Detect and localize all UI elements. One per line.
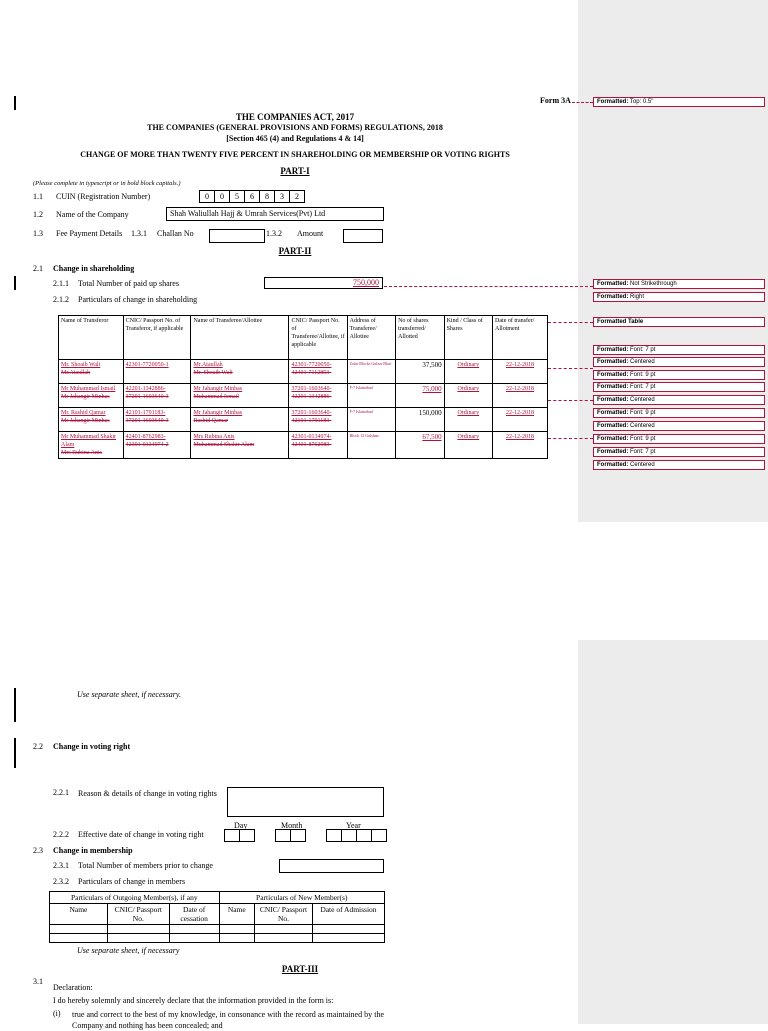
table-header: No of shares transferred/ Allotted (396, 316, 444, 360)
transfer-date: 22-12-2018 (506, 386, 535, 392)
cuin-digit[interactable]: 6 (245, 191, 260, 203)
share-kind: Ordinary (457, 410, 480, 416)
form-title: CHANGE OF MORE THAN TWENTY FIVE PERCENT IN SHAREHOLDING OR MEMBERSHIP OR VOTING RIGHTS (80, 150, 510, 159)
paid-up-value: 750,000 (353, 278, 379, 287)
transferee-address: Block 13 Gulshan (349, 433, 379, 438)
paid-up-label: Total Number of paid up shares (78, 279, 179, 288)
transferor-name: Mr. Rashid Qamar (61, 410, 106, 416)
change-bar (14, 96, 16, 110)
comment-label: Formatted: (597, 436, 629, 442)
outgoing-header: Particulars of Outgoing Member(s), if any (50, 892, 220, 904)
cuin-digit[interactable]: 8 (260, 191, 275, 203)
item-number: 3.1 (33, 977, 43, 986)
member-cell[interactable] (50, 925, 108, 934)
item-number: 2.2 (33, 742, 43, 751)
transferor-name: Mr Muhammad Shakir Alam (61, 434, 116, 448)
table-row (50, 925, 385, 934)
share-kind: Ordinary (457, 362, 480, 368)
cuin-digit[interactable]: 0 (215, 191, 230, 203)
instructions-note: (Please complete in typescript or in bold block capitals.) (33, 180, 181, 187)
comment-value: Font: 7 pt (630, 347, 656, 353)
total-members-field[interactable] (279, 859, 384, 873)
reason-label: Reason & details of change in voting rights (78, 789, 217, 798)
format-comment[interactable] (593, 395, 765, 405)
comment-value: Font: 9 pt (630, 410, 656, 416)
part-one-heading: PART-I (280, 166, 310, 176)
format-comment[interactable] (593, 97, 765, 107)
declaration-label: Declaration: (53, 983, 93, 992)
comment-margin-pane-lower (578, 640, 768, 1024)
shares-count: 67,500 (422, 433, 442, 441)
transferor-cnic: 42101-1791183- (125, 410, 166, 416)
table-header: Name of Transferee/Allottee (191, 316, 289, 360)
transferor-cnic: 42201-1342886- (125, 386, 166, 392)
item-number: 2.1.2 (53, 295, 69, 304)
shareholding-table (58, 315, 548, 459)
reason-field[interactable] (227, 787, 384, 817)
format-comment[interactable] (593, 382, 765, 392)
month-label: Month (281, 821, 303, 830)
comment-label: Formatted: (597, 397, 629, 403)
table-row (59, 360, 548, 384)
deleted-text: 37201-1603640-3 (125, 418, 169, 424)
member-cell[interactable] (50, 934, 108, 943)
comment-connector (548, 368, 593, 369)
change-bar (14, 688, 16, 722)
member-cell[interactable] (255, 934, 313, 943)
part-two-heading: PART-II (278, 246, 312, 256)
transfer-date: 22-12-2018 (506, 434, 535, 440)
comment-label: Formatted: (597, 359, 629, 365)
comment-label: Formatted: (597, 294, 629, 300)
section-ref: [Section 465 (4) and Regulations 4 & 14] (226, 134, 364, 143)
format-comment[interactable] (593, 460, 765, 470)
table-header: Name of Transferor (59, 316, 124, 360)
day-boxes (224, 829, 255, 842)
deleted-text: 42401-8762983- (291, 442, 332, 448)
comment-value: Top: 0.5" (629, 99, 654, 105)
comment-value: Centered (630, 462, 655, 468)
item-number: 2.1 (33, 264, 43, 273)
amount-label: Amount (297, 229, 324, 238)
format-comment[interactable] (593, 447, 765, 457)
table-header: CNIC/ Passport No. of Transferor, if applicable (123, 316, 191, 360)
table-row (50, 934, 385, 943)
total-members-label: Total Number of members prior to change (78, 861, 213, 870)
format-comment[interactable] (593, 317, 765, 327)
table-header: Address of Transferee/ Allottee (347, 316, 395, 360)
change-bar (14, 738, 16, 768)
column-header: CNIC/ Passport No. (255, 904, 313, 925)
format-comment[interactable] (593, 434, 765, 444)
date-digit-box[interactable] (225, 830, 240, 842)
cuin-label: CUIN (Registration Number) (56, 192, 151, 201)
regulations-title: THE COMPANIES (GENERAL PROVISIONS AND FORMS) REGULATIONS, 2018 (147, 123, 443, 132)
column-header: Date of cessation (169, 904, 219, 925)
format-comment[interactable] (593, 292, 765, 302)
item-number: (i) (53, 1009, 61, 1018)
deleted-text: 42101-1791183- (291, 418, 332, 424)
comment-label: Formatted: (597, 99, 629, 105)
effective-date-label: Effective date of change in voting right (78, 830, 204, 839)
cuin-digit[interactable]: 3 (275, 191, 290, 203)
form-label: Form 3A (540, 96, 571, 105)
transferee-address: F-7 Islamabad (349, 409, 373, 414)
date-digit-box[interactable] (327, 830, 342, 842)
format-comment[interactable] (593, 370, 765, 380)
transferor-name: Mr Muhammad Ismail (61, 386, 116, 392)
transferor-cnic: 42401-8762983- (125, 434, 166, 440)
deleted-text: Mr. Shoaib Wali (193, 370, 233, 376)
transferee-cnic: 42301-0134974- (291, 434, 332, 440)
comment-value: Font: 7 pt (630, 449, 656, 455)
comment-value: Right (630, 294, 645, 300)
members-table (49, 891, 385, 943)
deleted-text: Muhammad Ismail (193, 394, 239, 400)
deleted-text: Mr.Ataullah (61, 370, 91, 376)
transfer-date: 22-12-2018 (506, 362, 535, 368)
declaration-item-text: true and correct to the best of my knowledge, in consonance with the record as maintained by the Company and nothing has been concealed; and (72, 1010, 384, 1030)
comment-connector (384, 286, 593, 287)
comment-label: Formatted Table (597, 319, 644, 325)
transferee-cnic: 37201-1603640- (291, 386, 332, 392)
month-boxes (275, 829, 306, 842)
share-kind: Ordinary (457, 434, 480, 440)
column-header: CNIC/ Passport No. (107, 904, 169, 925)
change-membership-heading: Change in membership (53, 846, 133, 855)
item-number: 1.1 (33, 192, 43, 201)
share-kind: Ordinary (457, 386, 480, 392)
separate-sheet-note: Use separate sheet, if necessary. (77, 690, 181, 699)
shares-count: 75,000 (422, 385, 442, 393)
deleted-text: Rashid Qamar (193, 418, 228, 424)
amount-field[interactable] (343, 229, 383, 243)
transferee-address: Zafar Blocks Gulzar Bhat (349, 361, 391, 366)
deleted-text: 42201-1342886- (291, 394, 332, 400)
table-header: Date of transfer/ Allotment (493, 316, 548, 360)
comment-value: Not Strikethrough (630, 281, 677, 287)
comment-value: Centered (630, 423, 655, 429)
format-comment[interactable] (593, 408, 765, 418)
item-number: 2.2.2 (53, 830, 69, 839)
deleted-text: 42301-0134974-2 (125, 442, 169, 448)
comment-label: Formatted: (597, 372, 629, 378)
table-row (59, 432, 548, 459)
day-label: Day (234, 821, 248, 830)
table-row (59, 384, 548, 408)
comment-label: Formatted: (597, 281, 629, 287)
member-cell[interactable] (219, 934, 255, 943)
date-digit-box[interactable] (240, 830, 255, 842)
date-digit-box[interactable] (291, 830, 306, 842)
new-members-header: Particulars of New Member(s) (219, 892, 384, 904)
table-header: CNIC/ Passport No. of Transferee/Allottee, if applicable (289, 316, 347, 360)
comment-value: Centered (630, 397, 655, 403)
shares-count: 150,000 (396, 408, 444, 432)
member-cell[interactable] (312, 925, 384, 934)
table-row (59, 408, 548, 432)
item-number: 2.3.1 (53, 861, 69, 870)
item-number: 2.2.1 (53, 788, 69, 797)
particulars-shareholding-label: Particulars of change in shareholding (78, 295, 198, 304)
comment-connector (548, 322, 593, 323)
column-header: Name (219, 904, 255, 925)
shares-count: 37,500 (396, 360, 444, 384)
transferor-cnic: 42301-7720050-1 (125, 362, 169, 368)
challan-label: Challan No (157, 229, 194, 238)
member-cell[interactable] (107, 934, 169, 943)
transferee-address: F-7 Islamabad (349, 385, 373, 390)
member-cell[interactable] (107, 925, 169, 934)
year-boxes (326, 829, 387, 842)
paid-up-field[interactable] (264, 277, 383, 289)
format-comment[interactable] (593, 345, 765, 355)
deleted-text: Muhammad Shakir Alam (193, 442, 255, 448)
transferee-cnic: 42301-7720050- (291, 362, 332, 368)
part-three-heading: PART-III (281, 964, 319, 974)
member-cell[interactable] (169, 934, 219, 943)
act-title: THE COMPANIES ACT, 2017 (235, 112, 355, 122)
deleted-text: Mr Jahangir Minhas (61, 418, 110, 424)
column-header: Date of Admission (312, 904, 384, 925)
deleted-text: Mr Jahangir Minhas (61, 394, 110, 400)
deleted-text: Mrs Rubina Anis (61, 450, 103, 456)
fee-payment-label: Fee Payment Details (56, 229, 123, 238)
item-number: 1.3.1 (131, 229, 147, 238)
challan-field[interactable] (209, 229, 265, 243)
date-digit-box[interactable] (372, 830, 387, 842)
date-digit-box[interactable] (342, 830, 357, 842)
deleted-text: 37201-1603640-3 (125, 394, 169, 400)
cuin-digit[interactable]: 2 (290, 191, 305, 203)
item-number: 2.3 (33, 846, 43, 855)
item-number: 2.1.1 (53, 279, 69, 288)
comment-connector (548, 400, 593, 401)
comment-label: Formatted: (597, 449, 629, 455)
item-number: 1.3 (33, 229, 43, 238)
member-cell[interactable] (219, 925, 255, 934)
table-header: Kind / Class of Shares (444, 316, 492, 360)
transferee-cnic: 37201-1603640- (291, 410, 332, 416)
comment-label: Formatted: (597, 462, 629, 468)
column-header: Name (50, 904, 108, 925)
transferor-name: Mr. Shoaib Wali (61, 362, 101, 368)
change-voting-heading: Change in voting right (53, 742, 131, 751)
change-shareholding-heading: Change in shareholding (53, 264, 135, 273)
comment-value: Font: 9 pt (630, 372, 656, 378)
comment-value: Centered (630, 359, 655, 365)
change-bar (14, 276, 16, 290)
comment-value: Font: 7 pt (630, 384, 656, 390)
comment-label: Formatted: (597, 384, 629, 390)
particulars-members-label: Particulars of change in members (78, 877, 186, 886)
item-number: 1.3.2 (266, 229, 282, 238)
company-name-label: Name of the Company (56, 210, 129, 219)
separate-sheet-note: Use separate sheet, if necessary (77, 946, 180, 955)
transferee-name: Mr Jahangir Minhas (193, 410, 243, 416)
member-cell[interactable] (312, 934, 384, 943)
format-comment[interactable] (593, 357, 765, 367)
item-number: 1.2 (33, 210, 43, 219)
cuin-boxes (199, 190, 305, 203)
member-cell[interactable] (255, 925, 313, 934)
comment-connector (548, 438, 593, 439)
cuin-digit[interactable]: 5 (230, 191, 245, 203)
cuin-digit[interactable]: 0 (200, 191, 215, 203)
company-name-field[interactable]: Shah Waliullah Hajj & Umrah Services(Pvt) Ltd (166, 207, 384, 221)
comment-label: Formatted: (597, 423, 629, 429)
member-cell[interactable] (169, 925, 219, 934)
date-digit-box[interactable] (357, 830, 372, 842)
transferee-name: Mrs Rubina Anis (193, 434, 235, 440)
comment-label: Formatted: (597, 347, 629, 353)
transfer-date: 22-12-2018 (506, 410, 535, 416)
declaration-text: I do hereby solemnly and sincerely declare that the information provided in the form is: (53, 996, 334, 1005)
transferee-name: Mr Jahangir Minhas (193, 386, 243, 392)
format-comment[interactable] (593, 279, 765, 289)
item-number: 2.3.2 (53, 877, 69, 886)
comment-label: Formatted: (597, 410, 629, 416)
year-label: Year (346, 821, 361, 830)
deleted-text: 42401-7112853- (291, 370, 332, 376)
comment-value: Font: 9 pt (630, 436, 656, 442)
date-digit-box[interactable] (276, 830, 291, 842)
comment-connector (572, 102, 593, 103)
transferee-name: Mr.Ataullah (193, 362, 223, 368)
format-comment[interactable] (593, 421, 765, 431)
